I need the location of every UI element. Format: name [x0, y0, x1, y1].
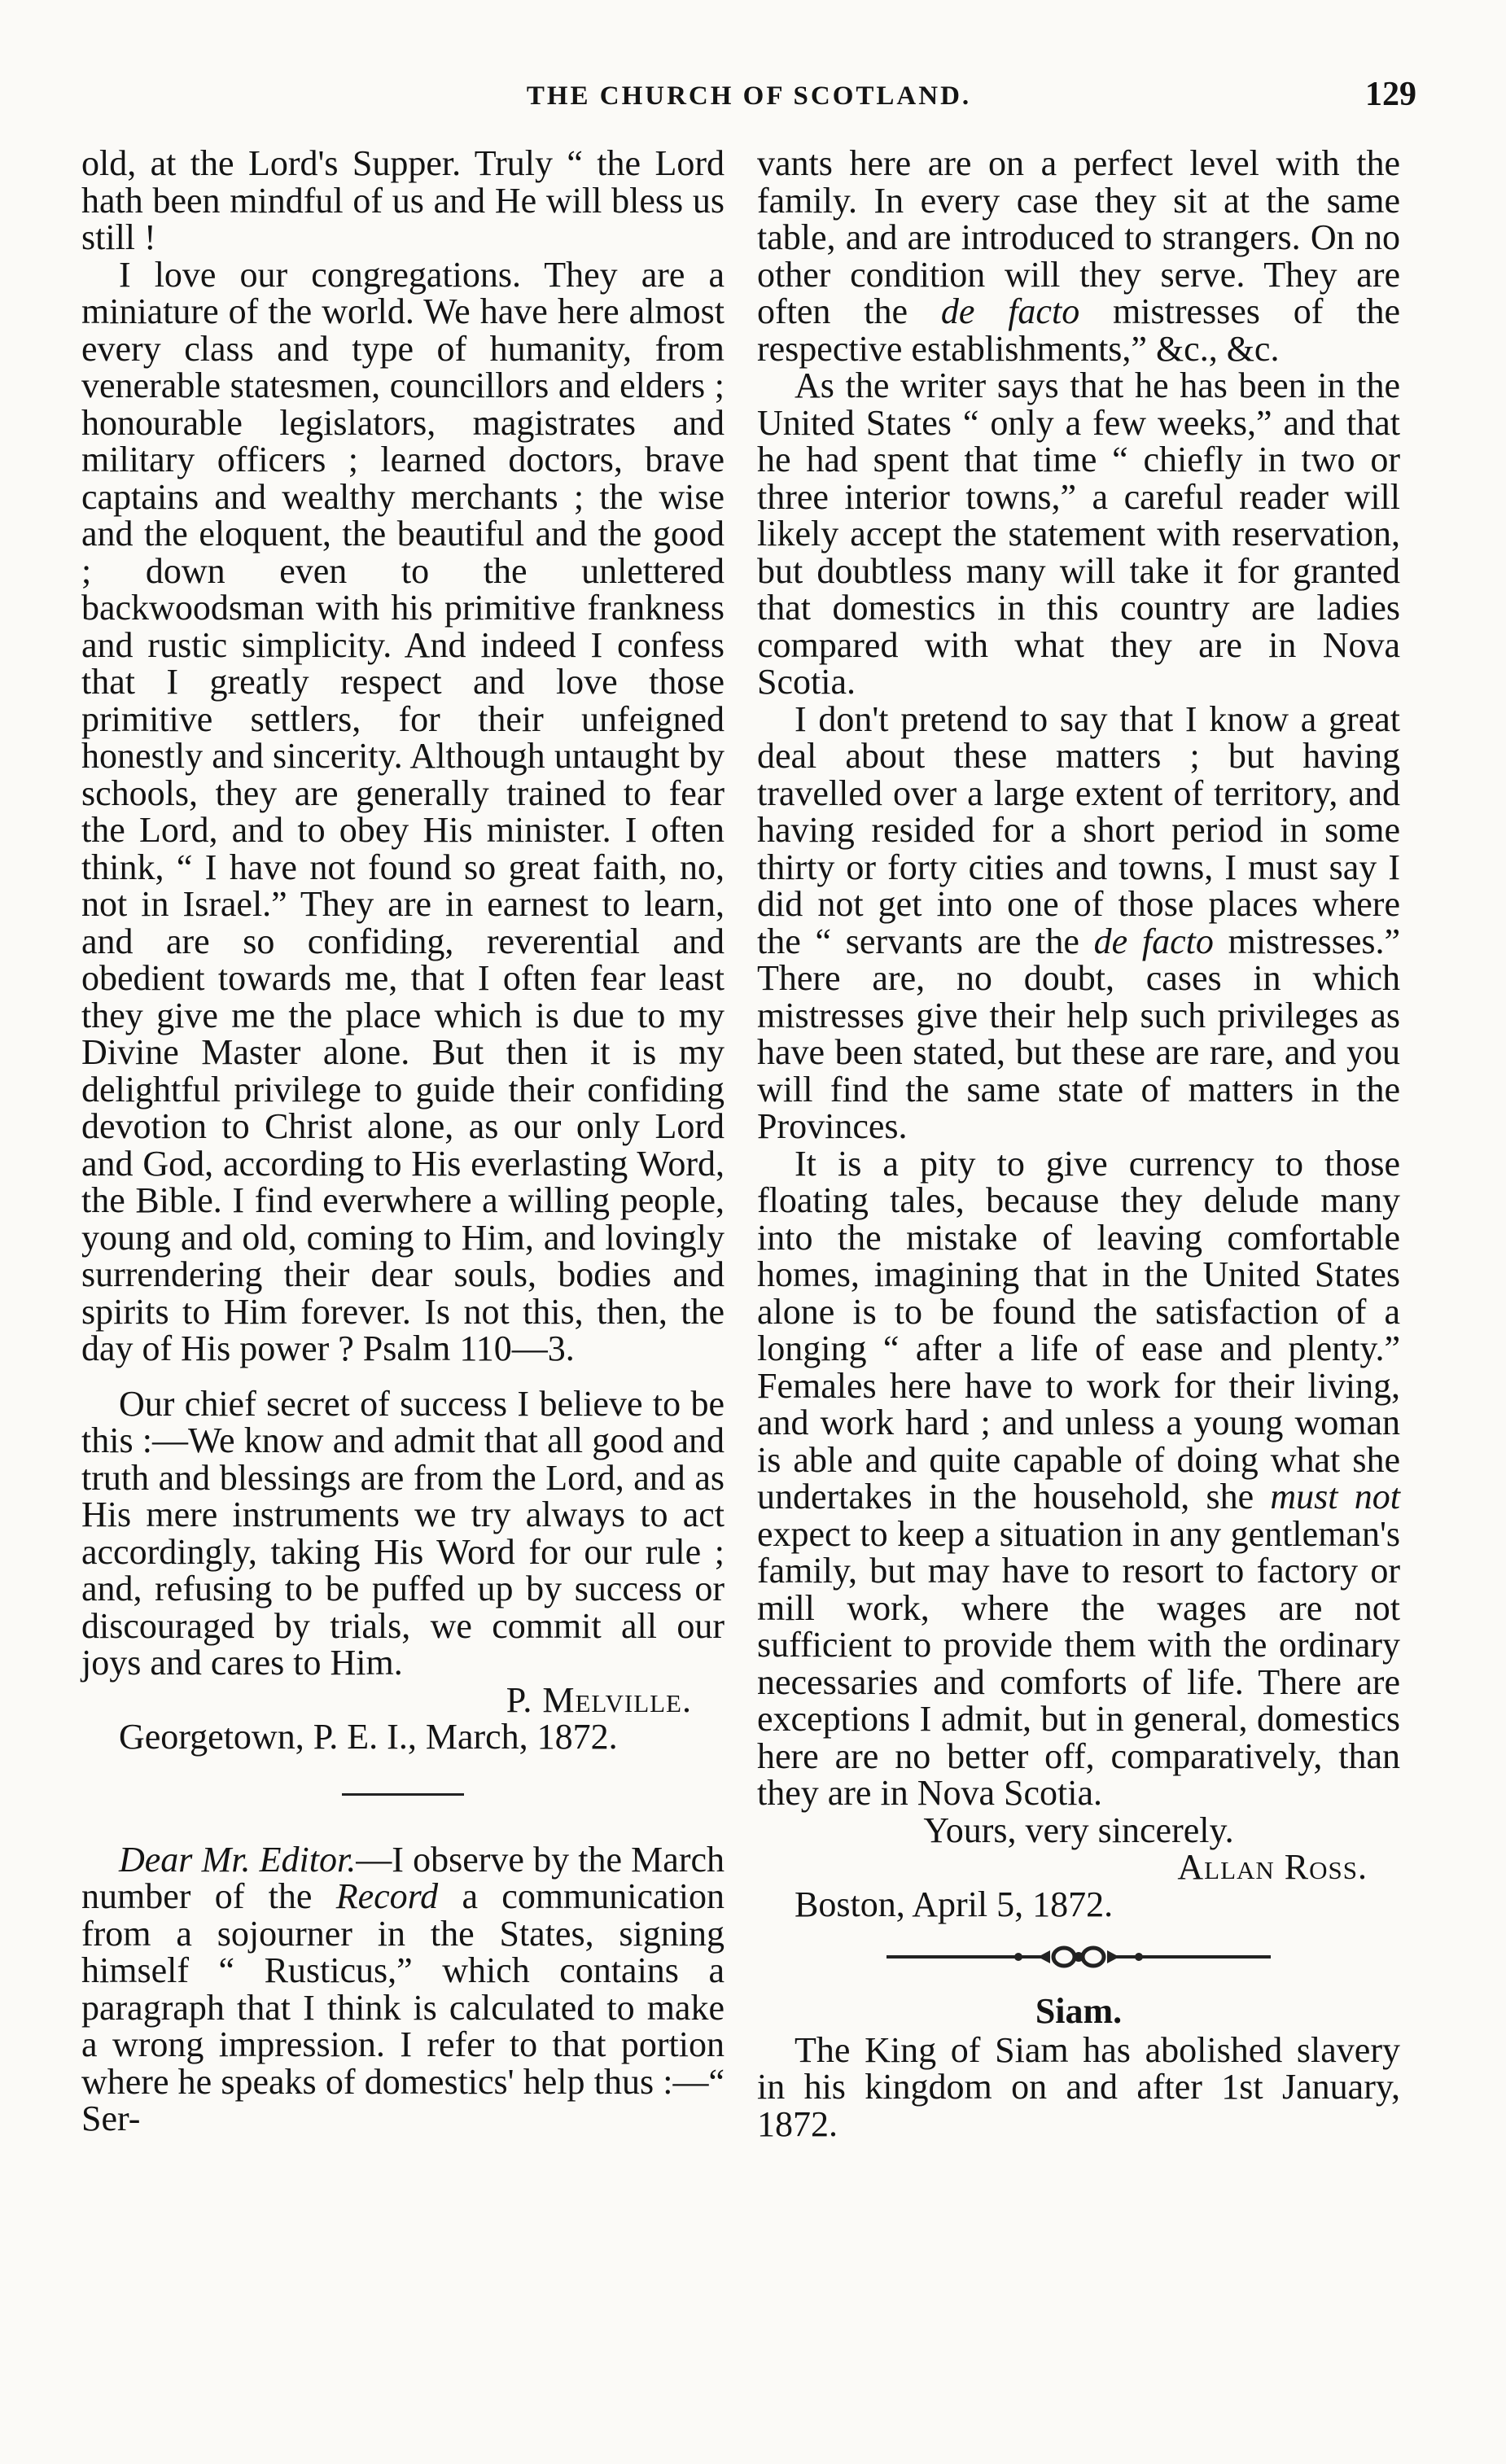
record-italic: Record	[335, 1876, 439, 1916]
section-divider-rule	[342, 1793, 464, 1796]
place-date-boston: Boston, April 5, 1872.	[795, 1884, 1114, 1924]
paragraph-chief-secret: Our chief secret of success I believe to be this :—We know and admit that all good and truth and blessings are from the Lord, and as His mere instruments we try always to act accordingly, taking His Word for our rule ; and, refusing to be puffed up by success or discouraged by trials, we commit all our joys and cares to Him.	[81, 1383, 725, 1683]
letter-text-2: a communication from a sojourner in the States, signing himself “ Rusticus,” which contains a paragraph that I think is calculated to make a wrong impression. I refer to that portion where he speaks of domestics' help thus :—“ Ser-	[81, 1876, 725, 2138]
de-facto-italic-2: de facto	[1093, 921, 1214, 961]
paragraph-continuation: old, at the Lord's Supper. Truly “ the Lord hath been mindful of us and He will bless us still !	[81, 143, 725, 257]
letter-paragraph	[81, 1841, 725, 2138]
pretend-text-b: mistresses.” There are, no doubt, cases in which mistresses give their help such privileges as have been stated, but these are rare, and you will find the same state of matters in the Provinces.	[757, 921, 1400, 1146]
running-head: THE CHURCH OF SCOTLAND.	[526, 81, 972, 111]
pity-text-a: It is a pity to give currency to those floating tales, because they delude many into the mistake of leaving comfortable homes, imagining that in the United States alone is to be found the satisfaction of a longing “ after a life of ease and plenty.” Females here have to work for their living, and work hard ; and unless a young woman is able and quite capable of doing what she undertakes in the household, she	[757, 1143, 1400, 1516]
pretend-text-a: I don't pretend to say that I know a great deal about these matters ; but having travelled over a large extent of territory, and having resided for a short period in some thirty or forty cities and towns, I must say I did not get into one of those places where the “ servants are the	[757, 698, 1400, 961]
paragraph-dont-pretend	[757, 698, 1400, 1146]
paragraph-writer-says: As the writer says that he has been in the United States “ only a few weeks,” and that he had spent that time “ chiefly in two or three interior towns,” a careful reader will likely accept the statement with reservation, but doubtless many will take it for granted that domestics in this country are ladies compared with what they are in Nova Scotia.	[757, 365, 1400, 702]
paragraph-servants-quote	[757, 145, 1400, 367]
ornament-divider-icon	[883, 1941, 1274, 1973]
page-header	[81, 75, 1416, 124]
paragraph-congregations: I love our congregations. They are a miniature of the world. We have here almost every class and type of humanity, from venerable statesmen, councillors and elders ; honourable legislators, magistrates and military officers ; learned doctors, brave captains and wealthy merchants ; the wise and the eloquent, the beautiful and the good ; down even to the unlettered backwoodsman with his primitive frankness and rustic simplicity. And indeed I confess that I greatly respect and love those primitive settlers, for their unfeigned honestly and sincerity. Although untaught by schools, they are generally trained to fear the Lord, and to obey His minister. I often think, “ I have not found so great faith, no, not in Israel.” They are in earnest to learn, and are so confiding, reverential and obedient towards me, that I often fear least they give me the place which is due to my Divine Master alone. But then it is my delightful privilege to guide their confiding devotion to Christ alone, as our only Lord and God, according to His everlasting Word, the Bible. I find everwhere a willing people, young and old, coming to Him, and lovingly surrendering their dear souls, bodies and spirits to Him forever. Is not this, then, the day of His power ? Psalm 110—3.	[81, 254, 725, 1368]
right-column	[757, 145, 1400, 2142]
signature-melville	[81, 1679, 725, 1720]
page-number: 129	[1365, 76, 1416, 113]
section-title-siam: Siam.	[1035, 1991, 1123, 2031]
letter-text-1: —I observe by the March number of the	[81, 1839, 725, 1916]
left-column	[81, 145, 725, 2138]
closing-line: Yours, very sincerely.	[923, 1810, 1234, 1850]
de-facto-italic-1: de facto	[940, 291, 1080, 331]
servants-text-b: mistresses of the respective establishments,” &c., &c.	[757, 291, 1400, 369]
servants-text-a: vants here are on a perfect level with the family. In every case they sit at the same table, and are introduced to strangers. On no other condition will they serve. They are often the	[757, 143, 1400, 331]
pity-text-b: expect to keep a situation in any gentleman's family, but may have to resort to factory or mill work, where the wages are not sufficient to provide them with the ordinary necessaries and comforts of life. There are exceptions I admit, but in general, domestics here are no better off, comparatively, than they are in Nova Scotia.	[757, 1513, 1400, 1813]
letter-salutation: Dear Mr. Editor.	[119, 1839, 357, 1880]
signature-ross	[757, 1849, 1400, 1886]
paragraph-siam: The King of Siam has abolished slavery in his kingdom on and after 1st January, 1872.	[757, 2029, 1400, 2144]
paragraph-pity	[757, 1145, 1400, 1812]
signature-melville-text: P. Melville.	[506, 1679, 692, 1720]
place-date-georgetown: Georgetown, P. E. I., March, 1872.	[119, 1717, 618, 1757]
signature-ross-text: Allan Ross.	[1177, 1847, 1368, 1887]
must-not-italic: must not	[1270, 1477, 1400, 1516]
